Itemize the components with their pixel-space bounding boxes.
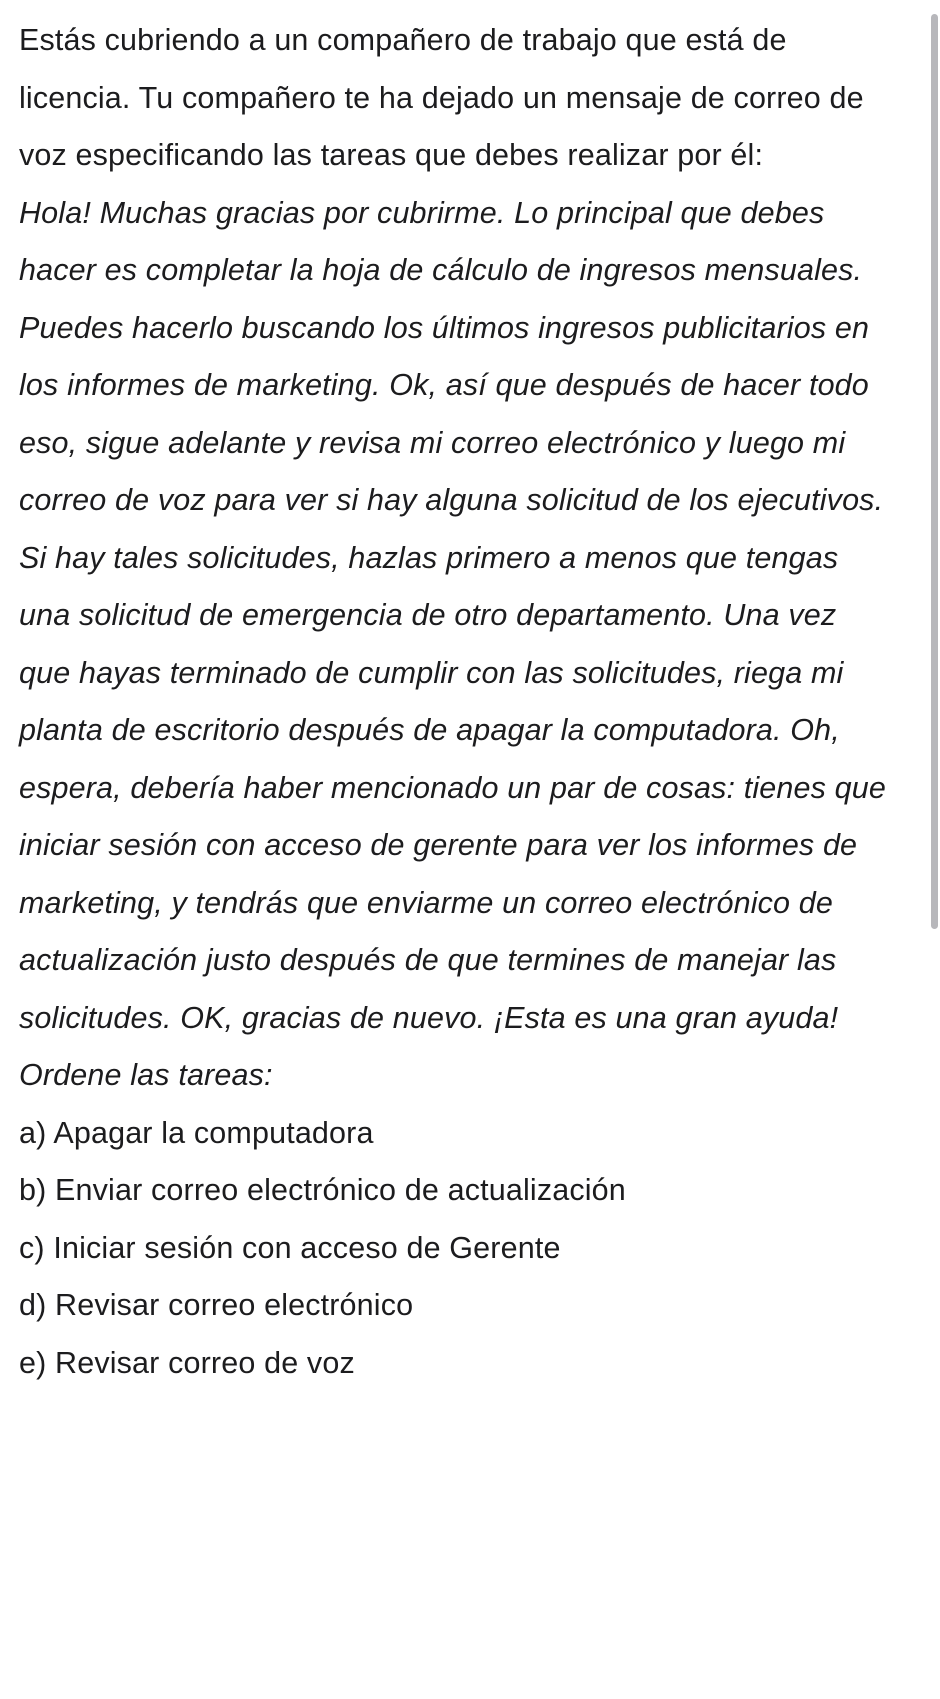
- task-item-c: c) Iniciar sesión con acceso de Gerente: [19, 1230, 561, 1265]
- task-item-e: e) Revisar correo de voz: [19, 1345, 355, 1380]
- task-prompt: Ordene las tareas:: [19, 1058, 273, 1092]
- task-item-d: d) Revisar correo electrónico: [19, 1288, 414, 1322]
- intro-text: Estás cubriendo a un compañero de trabajo que está de licencia. Tu compañero te ha dejado un mensaje de correo de voz especificando las tareas que debes realizar por él:: [19, 23, 864, 172]
- question-content: [19, 12, 889, 1392]
- vertical-scrollbar[interactable]: [922, 0, 940, 1699]
- scrollbar-thumb[interactable]: [931, 14, 938, 929]
- task-item-b: b) Enviar correo electrónico de actualización: [19, 1173, 626, 1207]
- task-item-a: a) Apagar la computadora: [19, 1115, 374, 1150]
- task-list: [19, 1105, 889, 1393]
- voicemail-transcript: Hola! Muchas gracias por cubrirme. Lo principal que debes hacer es completar la hoja de cálculo de ingresos mensuales. Puedes hacerlo buscando los últimos ingresos publicitarios en los informes de marketing. Ok, así que después de hacer todo eso, sigue adelante y revisa mi correo electrónico y luego mi correo de voz para ver si hay alguna solicitud de los ejecutivos. Si hay tales solicitudes, hazlas primero a menos que tengas una solicitud de emergencia de otro departamento. Una vez que hayas terminado de cumplir con las solicitudes, riega mi planta de escritorio después de apagar la computadora. Oh, espera, debería haber mencionado un par de cosas: tienes que iniciar sesión con acceso de gerente para ver los informes de marketing, y tendrás que enviarme un correo electrónico de actualización justo después de que termines de manejar las solicitudes. OK, gracias de nuevo. ¡Esta es una gran ayuda!: [19, 195, 886, 1035]
